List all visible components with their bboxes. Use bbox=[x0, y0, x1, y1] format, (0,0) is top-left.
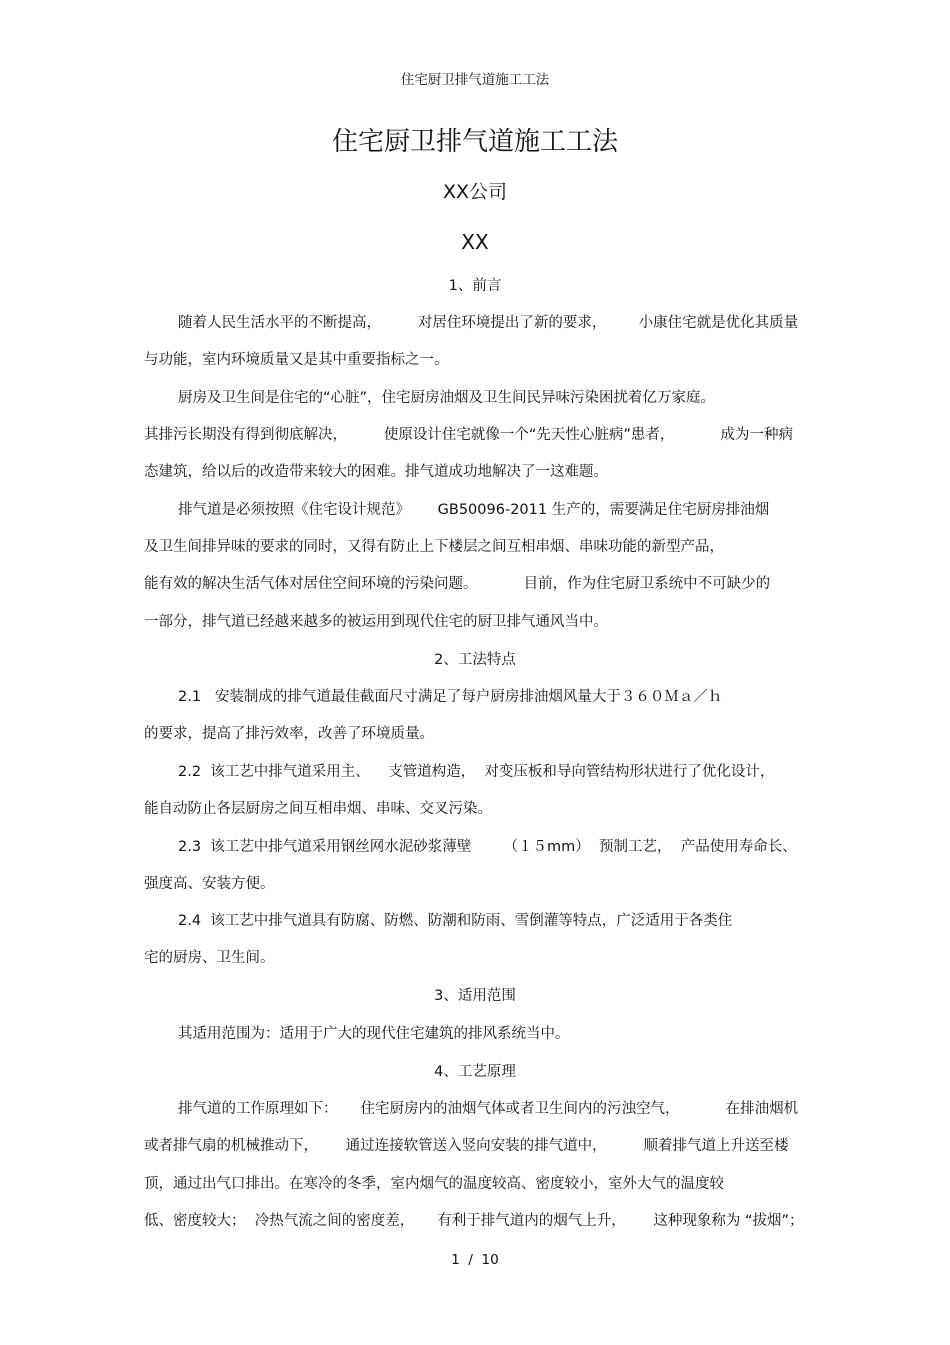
company-name: XX公司 bbox=[442, 181, 508, 203]
paragraph-line: 2.1 安装制成的排气道最佳截面尺寸满足了每户厨房排油烟风量大于３６０Ｍａ／ｈ bbox=[178, 689, 723, 705]
paragraph-line: 及卫生间排异味的要求的同时，又得有防止上下楼层之间互相串烟、串味功能的新型产品， bbox=[144, 539, 724, 555]
paragraph-line: 随着人民生活水平的不断提高， 对居住环境提出了新的要求， 小康住宅就是优化其质量 bbox=[178, 315, 799, 331]
paragraph-line: 其适用范围为：适用于广大的现代住宅建筑的排风系统当中。 bbox=[178, 1026, 570, 1042]
paragraph-line: 能有效的解决生活气体对居住空间环境的污染问题。 目前，作为住宅厨卫系统中不可缺少的 bbox=[144, 576, 771, 592]
running-header: 住宅厨卫排气道施工工法 bbox=[400, 72, 550, 88]
section-heading: 2、工法特点 bbox=[434, 652, 516, 668]
section-heading: 4、工艺原理 bbox=[434, 1064, 516, 1080]
paragraph-line: 排气道是必须按照《住宅设计规范》 GB50096-2011 生产的，需要满足住宅厨房排油烟 bbox=[178, 502, 770, 518]
paragraph-line: 能自动防止各层厨房之间互相串烟、串味、交叉污染。 bbox=[144, 801, 492, 817]
paragraph-line: 强度高、安装方便。 bbox=[144, 876, 275, 892]
paragraph-line: 一部分，排气道已经越来越多的被运用到现代住宅的厨卫排气通风当中。 bbox=[144, 614, 608, 630]
author-name: XX bbox=[461, 230, 489, 254]
paragraph-line: 的要求，提高了排污效率，改善了环境质量。 bbox=[144, 726, 434, 742]
section-heading: 3、适用范围 bbox=[434, 988, 516, 1004]
paragraph-line: 宅的厨房、卫生间。 bbox=[144, 950, 275, 966]
paragraph-line: 或者排气扇的机械推动下， 通过连接软管送入竖向安装的排气道中， 顺着排气道上升送至楼 bbox=[144, 1138, 789, 1154]
document-title: 住宅厨卫排气道施工工法 bbox=[331, 127, 618, 157]
paragraph-line: 与功能，室内环境质量又是其中重要指标之一。 bbox=[144, 352, 449, 368]
paragraph-line: 低、密度较大； 冷热气流之间的密度差， 有利于排气道内的烟气上升， 这种现象称为 “拔烟”； bbox=[144, 1213, 804, 1229]
page-indicator: 1 / 10 bbox=[451, 1252, 499, 1268]
paragraph-line: 2.3 该工艺中排气道采用钢丝网水泥砂浆薄壁 （１５mm） 预制工艺， 产品使用寿命长、 bbox=[178, 839, 797, 855]
paragraph-line: 顶，通过出气口排出。在寒冷的冬季，室内烟气的温度较高、密度较小，室外大气的温度较 bbox=[144, 1176, 724, 1192]
paragraph-line: 2.2 该工艺中排气道采用主、 支管道构造， 对变压板和导向管结构形状进行了优化设计， bbox=[178, 764, 775, 780]
paragraph-line: 其排污长期没有得到彻底解决， 使原设计住宅就像一个“先天性心脏病”患者， 成为一种病 bbox=[144, 427, 793, 443]
paragraph-line: 排气道的工作原理如下： 住宅厨房内的油烟气体或者卫生间内的污浊空气， 在排油烟机 bbox=[178, 1101, 799, 1117]
paragraph-line: 2.4 该工艺中排气道具有防腐、防燃、防潮和防雨、雪倒灌等特点，广泛适用于各类住 bbox=[178, 913, 733, 929]
section-heading: 1、前言 bbox=[448, 278, 502, 294]
paragraph-line: 厨房及卫生间是住宅的“心脏”，住宅厨房油烟及卫生间民异味污染困扰着亿万家庭。 bbox=[178, 390, 716, 406]
paragraph-line: 态建筑，给以后的改造带来较大的困难。排气道成功地解决了一这难题。 bbox=[144, 464, 608, 480]
